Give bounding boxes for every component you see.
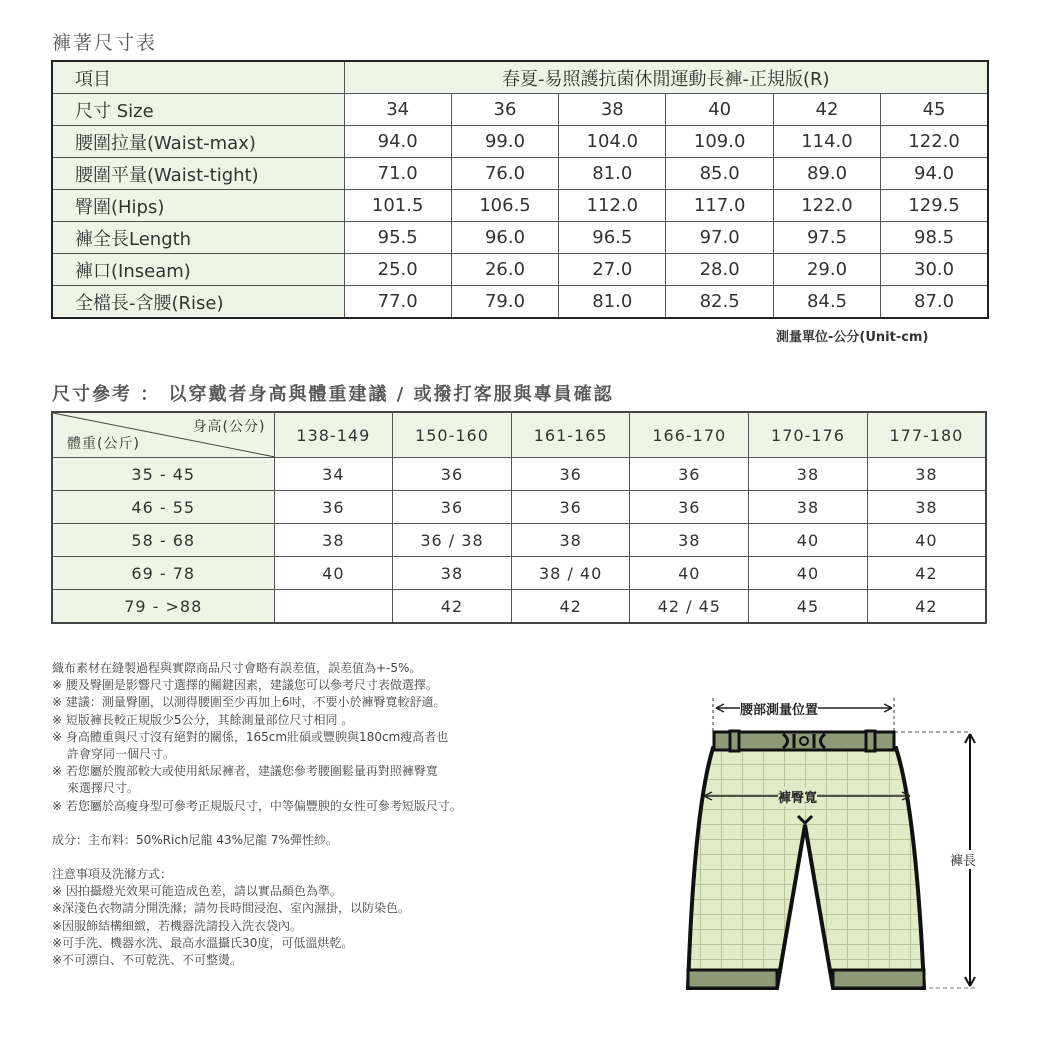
table-row <box>52 190 988 222</box>
note-line: 來選擇尺寸。 <box>67 781 140 796</box>
size-cell: 40 <box>630 557 749 590</box>
table-row <box>52 126 988 158</box>
hip-width-label: 褲臀寬 <box>778 787 817 806</box>
weight-label: 體重(公斤) <box>67 436 140 452</box>
table-cell: 34 <box>344 94 451 126</box>
height-range-header: 138-149 <box>274 412 393 458</box>
table-cell: 28.0 <box>666 254 773 286</box>
table-cell: 95.5 <box>344 222 451 254</box>
row-label: 尺寸 Size <box>52 94 344 126</box>
note-line: 織布素材在縫製過程與實際商品尺寸會略有誤差值，誤差值為+-5%。 <box>52 661 422 675</box>
weight-range-label: 46 - 55 <box>52 491 274 524</box>
note-line: ※ 若您屬於腹部較大或使用紙尿褲者，建議您參考腰圍鬆量再對照褲臀寬 <box>52 764 438 779</box>
table-cell: 99.0 <box>451 126 558 158</box>
size-cell: 36 <box>511 491 630 524</box>
material-note: 成分：主布料：50%Rich尼龍 43%尼龍 7%彈性紗。 <box>52 832 338 847</box>
row-label: 褲全長Length <box>52 222 344 254</box>
table-cell: 122.0 <box>773 190 880 222</box>
waist-measure-label: 腰部測量位置 <box>740 699 818 718</box>
table-cell: 42 <box>773 94 880 126</box>
size-cell: 36 <box>511 458 630 491</box>
table-cell: 94.0 <box>344 126 451 158</box>
table-cell: 129.5 <box>881 190 988 222</box>
table-row <box>52 254 988 286</box>
note-line: 許會穿同一個尺寸。 <box>67 747 176 762</box>
table-header-row <box>52 61 988 94</box>
height-range-header: 166-170 <box>630 412 749 458</box>
table-cell: 38 <box>559 94 666 126</box>
size-cell: 36 <box>274 491 393 524</box>
row-label: 臀圍(Hips) <box>52 190 344 222</box>
product-name: 春夏-易照護抗菌休閒運動長褲-正規版(R) <box>344 61 988 94</box>
note-line: ※ 短版褲長較正規版少5公分，其餘測量部位尺寸相同 。 <box>52 712 354 727</box>
size-cell: 36 / 38 <box>393 524 512 557</box>
size-cell: 34 <box>274 458 393 491</box>
size-reference-table <box>51 411 987 624</box>
table-cell: 30.0 <box>881 254 988 286</box>
table-row <box>52 286 988 319</box>
item-header: 項目 <box>52 61 344 94</box>
size-cell: 40 <box>867 524 986 557</box>
note-line: ※ 若您屬於高瘦身型可參考正規版尺寸，中等偏豐腴的女性可參考短版尺寸。 <box>52 798 462 813</box>
table-row <box>52 557 986 590</box>
size-cell: 36 <box>393 491 512 524</box>
table-cell: 109.0 <box>666 126 773 158</box>
table-cell: 96.5 <box>559 222 666 254</box>
table-cell: 85.0 <box>666 158 773 190</box>
size-cell: 42 <box>511 590 630 624</box>
height-range-header: 170-176 <box>749 412 868 458</box>
size-cell: 38 <box>274 524 393 557</box>
size-cell: 40 <box>274 557 393 590</box>
table-cell: 94.0 <box>881 158 988 190</box>
table-cell: 101.5 <box>344 190 451 222</box>
size-cell: 42 <box>867 557 986 590</box>
table-cell: 112.0 <box>559 190 666 222</box>
table-row <box>52 158 988 190</box>
size-cell: 38 <box>867 491 986 524</box>
size-cell: 38 <box>511 524 630 557</box>
unit-note: 測量單位-公分(Unit-cm) <box>776 330 929 345</box>
table-cell: 26.0 <box>451 254 558 286</box>
care-line: ※深淺色衣物請分開洗滌；請勿長時間浸泡、室內濕掛，以防染色。 <box>52 901 411 916</box>
size-cell: 42 / 45 <box>630 590 749 624</box>
table-row <box>52 222 988 254</box>
table-cell: 114.0 <box>773 126 880 158</box>
table-cell: 117.0 <box>666 190 773 222</box>
size-cell: 38 <box>867 458 986 491</box>
table-cell: 84.5 <box>773 286 880 319</box>
size-cell: 40 <box>749 524 868 557</box>
table-cell: 96.0 <box>451 222 558 254</box>
size-cell: 38 <box>630 524 749 557</box>
size-cell: 45 <box>749 590 868 624</box>
row-label: 腰圍平量(Waist-tight) <box>52 158 344 190</box>
notes <box>52 660 462 969</box>
size-cell: 38 <box>749 458 868 491</box>
table-cell: 104.0 <box>559 126 666 158</box>
size-cell: 36 <box>630 491 749 524</box>
care-line: ※不可漂白、不可乾洗、不可整燙。 <box>52 953 243 968</box>
care-line: ※可手洗、機器水洗、最高水溫攝氏30度，可低溫烘乾。 <box>52 935 354 950</box>
row-label: 腰圍拉量(Waist-max) <box>52 126 344 158</box>
weight-range-label: 58 - 68 <box>52 524 274 557</box>
row-label: 褲口(Inseam) <box>52 254 344 286</box>
table-cell: 98.5 <box>881 222 988 254</box>
size-cell: 40 <box>749 557 868 590</box>
note-line: ※ 建議：測量臀圍，以測得腰圍至少再加上6吋，不要小於褲臀寬較舒適。 <box>52 695 446 710</box>
table-row <box>52 491 986 524</box>
height-range-header: 161-165 <box>511 412 630 458</box>
table-cell: 29.0 <box>773 254 880 286</box>
table-cell: 87.0 <box>881 286 988 319</box>
care-line: ※ 因拍攝燈光效果可能造成色差，請以實品顏色為準。 <box>52 884 342 899</box>
size-cell: 38 <box>749 491 868 524</box>
table-cell: 40 <box>666 94 773 126</box>
reference-title: 尺寸參考 ： 以穿戴者身高與體重建議 / 或撥打客服與專員確認 <box>52 384 614 405</box>
size-chart-title: 褲著尺寸表 <box>52 32 158 54</box>
size-cell: 36 <box>630 458 749 491</box>
size-cell: 42 <box>867 590 986 624</box>
height-label: 身高(公分) <box>192 419 266 435</box>
note-line: ※ 腰及臀圍是影響尺寸選擇的關鍵因素，建議您可以參考尺寸表做選擇。 <box>52 678 438 693</box>
pants-illustration <box>680 690 1000 1000</box>
diagonal-header-cell <box>52 412 274 458</box>
table-cell: 77.0 <box>344 286 451 319</box>
table-cell: 79.0 <box>451 286 558 319</box>
height-range-header: 150-160 <box>393 412 512 458</box>
table-row <box>52 524 986 557</box>
table-cell: 81.0 <box>559 158 666 190</box>
table-cell: 106.5 <box>451 190 558 222</box>
row-label: 全檔長-含腰(Rise) <box>52 286 344 319</box>
table-cell: 81.0 <box>559 286 666 319</box>
table-cell: 82.5 <box>666 286 773 319</box>
table-row <box>52 458 986 491</box>
size-cell <box>274 590 393 624</box>
note-line: ※ 身高體重與尺寸沒有絕對的關係，165cm壯碩或豐腴與180cm瘦高者也 <box>52 729 449 744</box>
size-cell: 36 <box>393 458 512 491</box>
care-title: 注意事項及洗滌方式： <box>52 867 173 882</box>
table-cell: 36 <box>451 94 558 126</box>
weight-range-label: 79 - >88 <box>52 590 274 624</box>
table-cell: 97.5 <box>773 222 880 254</box>
table-cell: 27.0 <box>559 254 666 286</box>
weight-range-label: 69 - 78 <box>52 557 274 590</box>
weight-range-label: 35 - 45 <box>52 458 274 491</box>
pants-diagram <box>680 690 1000 1004</box>
table-cell: 25.0 <box>344 254 451 286</box>
table-cell: 71.0 <box>344 158 451 190</box>
table-row <box>52 590 986 624</box>
size-cell: 38 / 40 <box>511 557 630 590</box>
table-header-row <box>52 412 986 458</box>
size-chart-table <box>51 60 989 319</box>
size-cell: 38 <box>393 557 512 590</box>
table-cell: 89.0 <box>773 158 880 190</box>
table-cell: 122.0 <box>881 126 988 158</box>
height-range-header: 177-180 <box>867 412 986 458</box>
table-cell: 97.0 <box>666 222 773 254</box>
table-cell: 45 <box>881 94 988 126</box>
table-cell: 76.0 <box>451 158 558 190</box>
size-cell: 42 <box>393 590 512 624</box>
table-row <box>52 94 988 126</box>
length-label: 褲長 <box>950 850 976 869</box>
care-line: ※因服飾結構細緻，若機器洗請投入洗衣袋內。 <box>52 918 303 933</box>
